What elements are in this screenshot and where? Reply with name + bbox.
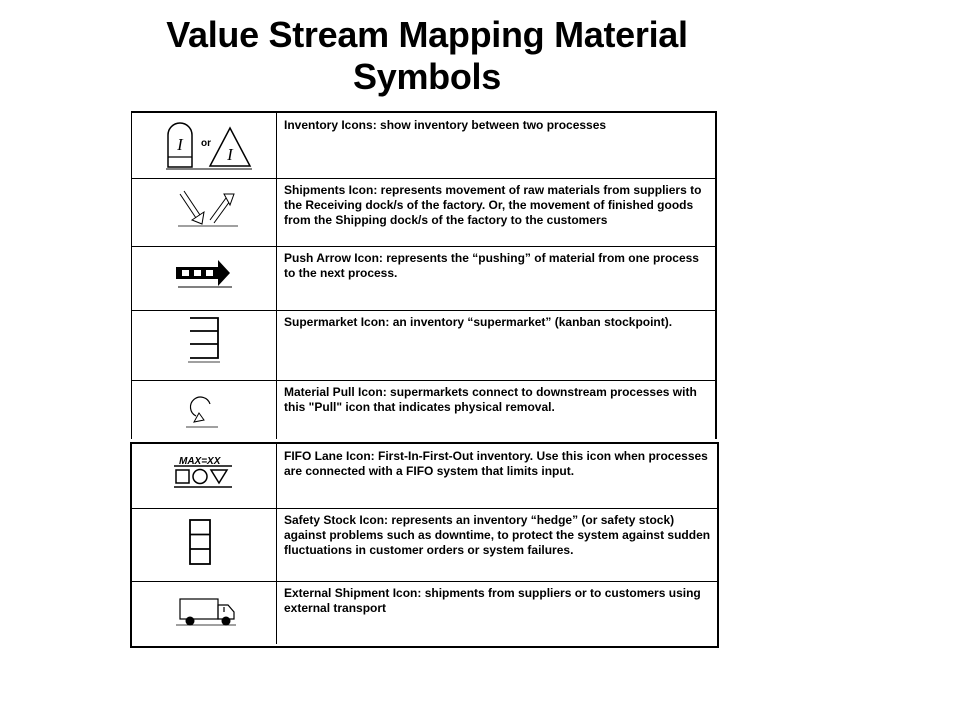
icon-cell [132,178,277,246]
row-description: Shipments Icon: represents movement of raw materials from suppliers to the Receiving dock/s of the factory. Or, the movement of finished goods from the Shipping dock/s of the factory to the customers [284,183,702,227]
table-row-shipments [132,178,715,247]
icon-cell [132,444,277,508]
row-description: Supermarket Icon: an inventory “supermarket” (kanban stockpoint). [284,315,673,329]
external-shipment-icon [132,581,276,644]
table-row-material-pull [132,380,715,439]
page-title-line-2: Symbols [353,56,501,97]
icon-cell [132,581,277,644]
inventory-icon [132,113,276,178]
row-description: Safety Stock Icon: represents an inventory “hedge” (or safety stock) against problems such as downtime, to protect the system against sudden fluctuations in customer orders or system failures. [284,513,711,557]
icon-cell [132,380,277,439]
page-title [130,14,724,98]
icon-cell [132,508,277,581]
row-description: Material Pull Icon: supermarkets connect to downstream processes with this "Pull" icon that indicates physical removal. [284,385,697,414]
supermarket-icon [132,310,276,380]
table-row-fifo-lane [132,444,717,509]
icon-cell [132,113,277,178]
page-title-line-1: Value Stream Mapping Material [166,14,688,55]
row-description: FIFO Lane Icon: First-In-First-Out inventory. Use this icon when processes are connected with a FIFO system that limits input. [284,449,708,478]
table-row-safety-stock [132,508,717,582]
table-row-supermarket [132,310,715,381]
row-description: External Shipment Icon: shipments from suppliers or to customers using external transport [284,586,701,615]
table-row-inventory [132,113,715,179]
icon-cell [132,246,277,310]
table-row-external-shipment [132,581,717,644]
fifo-lane-icon [132,444,276,508]
fifo-max-label: MAX=XX [179,456,221,467]
symbols-table-2 [130,442,719,648]
symbols-table-1 [131,111,717,439]
icon-cell [132,310,277,380]
inventory-letter-2: I [227,145,233,164]
table-row-push-arrow [132,246,715,311]
row-description: Inventory Icons: show inventory between two processes [284,118,607,132]
push-arrow-icon [132,246,276,310]
inventory-letter-1: I [177,135,183,154]
material-pull-icon [132,380,276,439]
safety-stock-icon [132,508,276,581]
row-description: Push Arrow Icon: represents the “pushing” of material from one process to the next process. [284,251,699,280]
inventory-or-label: or [201,138,211,149]
shipments-icon [132,178,276,246]
